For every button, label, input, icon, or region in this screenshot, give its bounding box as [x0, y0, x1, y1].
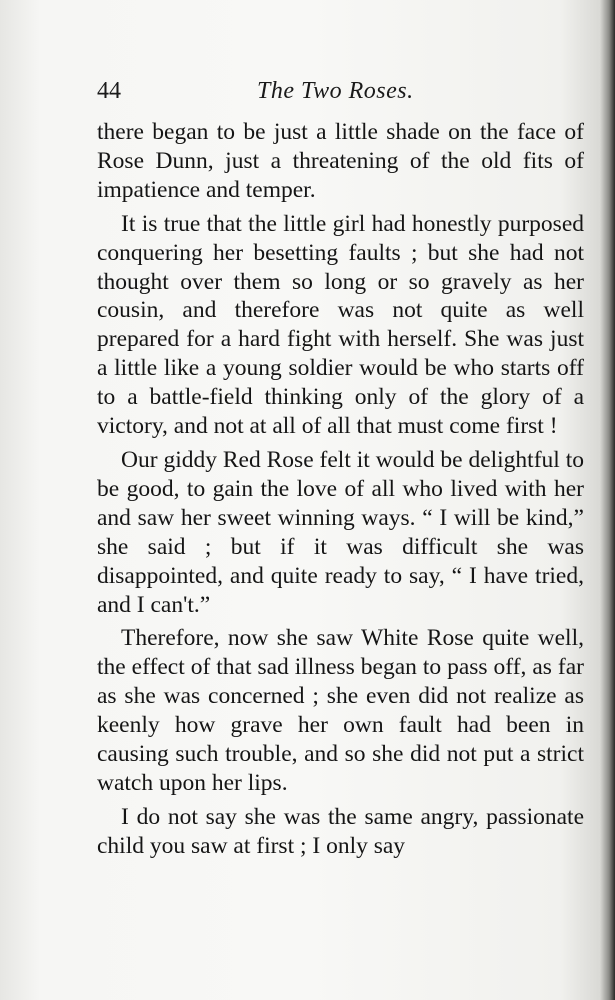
- paragraph: Therefore, now she saw White Rose quite well, the effect of that sad illness began to pass off, as far as she was concerned ; she even did not realize as keenly how grave her own fault had been in causing such trouble, and so she did not put a strict watch upon her lips.: [97, 625, 584, 796]
- body-text: [97, 118, 584, 866]
- page-header: [97, 78, 584, 110]
- paragraph: there began to be just a little shade on the face of Rose Dunn, just a threatening of the old fits of impatience and temper.: [97, 119, 584, 203]
- paragraph: It is true that the little girl had honestly purposed conquering her besetting faults ; but she had not thought over them so long or so gravely as her cousin, and therefore was not quite as well prepared for a hard fight with herself. She was just a little like a young soldier would be who starts off to a battle-field thinking only of the glory of a victory, and not at all of all that must come first !: [97, 210, 584, 440]
- paragraph: Our giddy Red Rose felt it would be delightful to be good, to gain the love of all who lived with her and saw her sweet winning ways. “ I will be kind,” she said ; but if it was difficult she was disappointed, and quite ready to say, “ I have tried, and I can't.”: [97, 446, 584, 618]
- paragraph: I do not say she was the same angry, passionate child you saw at first ; I only say: [97, 803, 584, 859]
- running-title: The Two Roses.: [257, 78, 414, 104]
- page-number: 44: [97, 78, 121, 104]
